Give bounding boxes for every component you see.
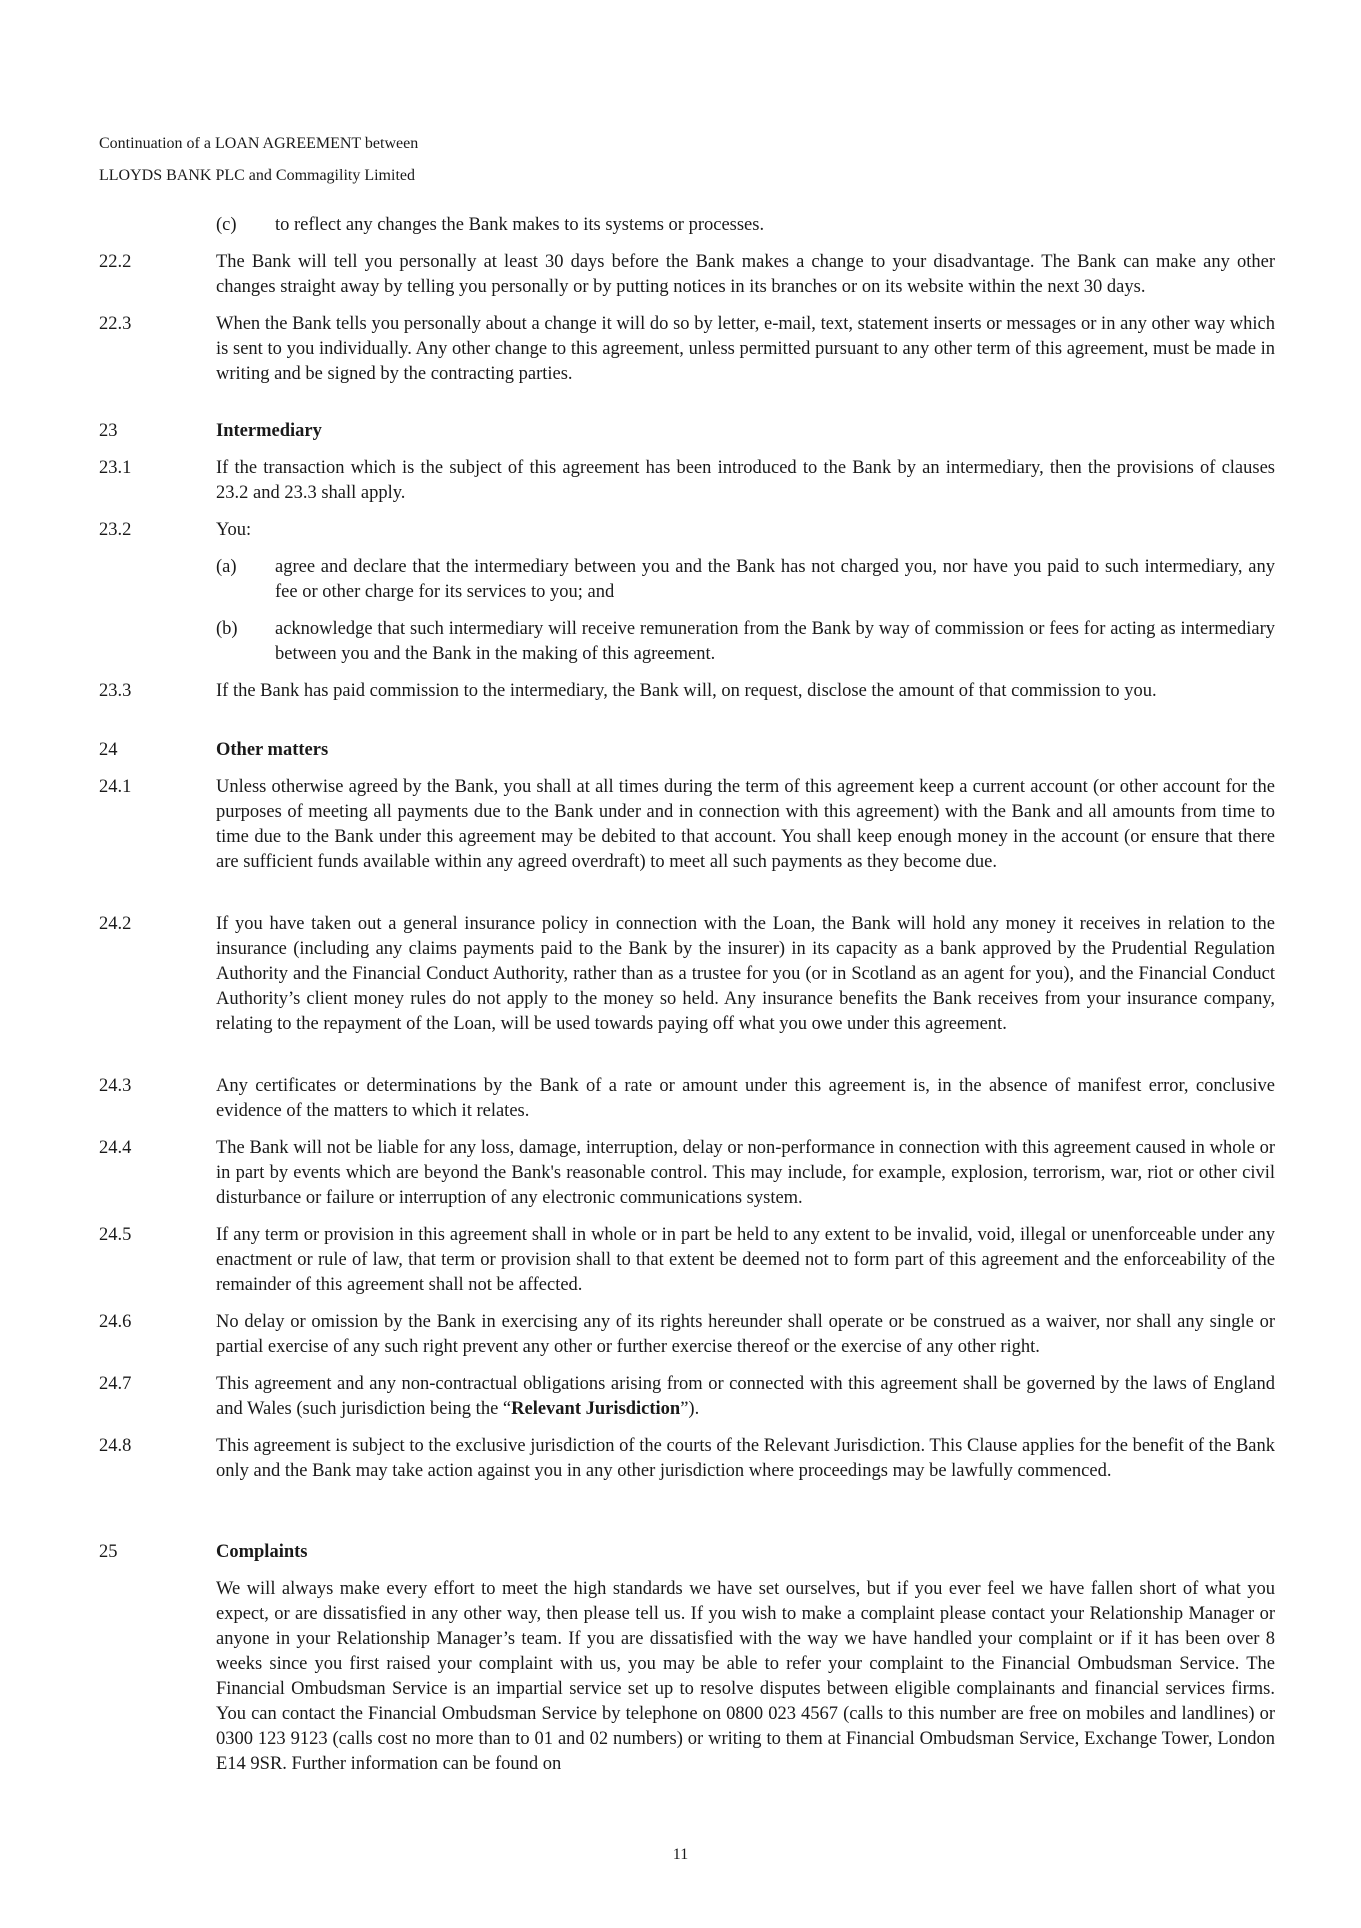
clause-number: 24.1: [99, 777, 132, 797]
section-title: Complaints: [216, 1542, 308, 1562]
sub-label: (c): [216, 215, 237, 235]
page-number: 11: [672, 1846, 689, 1863]
clause-number: 23.3: [99, 681, 132, 701]
clause-text: The Bank will tell you personally at least 30 days before the Bank makes a change to your disadvantage. The Bank can make any other changes straight away by telling you personally or by putting notices in its branches or on its website within the next 30 days.: [216, 252, 1275, 297]
clause-number: 24.3: [99, 1076, 132, 1096]
clause-text: We will always make every effort to meet the high standards we have set ourselves, but if you ever feel we have fallen short of what you expect, or are dissatisfied in any other way, then please tell us. If you wish to make a complaint please contact your Relationship Manager or anyone in your Relationship Manager’s team. If you are dissatisfied with the way we have handled your complaint or if it has been over 8 weeks since you first raised your complaint with us, you may be able to refer your complaint to the Financial Ombudsman Service. The Financial Ombudsman Service is an impartial service set up to resolve disputes between eligible complainants and financial services firms. You can contact the Financial Ombudsman Service by telephone on 0800 023 4567 (calls to this number are free on mobiles and landlines) or 0300 123 9123 (calls cost no more than to 01 and 02 numbers) or writing to them at Financial Ombudsman Service, Exchange Tower, London E14 9SR. Further information can be found on: [216, 1579, 1275, 1774]
clause-number: 24.6: [99, 1312, 132, 1332]
clause-text-part-2: ”).: [680, 1399, 700, 1419]
sub-label: (b): [216, 619, 238, 639]
clause-number: 24.2: [99, 914, 132, 934]
clause-text: You:: [216, 520, 252, 540]
section-title: Intermediary: [216, 421, 322, 441]
clause-text: If any term or provision in this agreement shall in whole or in part be held to any extent to be invalid, void, illegal or unenforceable under any enactment or rule of law, that term or provision shall to that extent be deemed not to form part of this agreement and the enforceability of the remainder of this agreement shall not be affected.: [216, 1225, 1275, 1295]
clause-text: to reflect any changes the Bank makes to its systems or processes.: [275, 215, 765, 235]
clause-number: 23.1: [99, 458, 132, 478]
clause-text: If the Bank has paid commission to the intermediary, the Bank will, on request, disclose the amount of that commission to you.: [216, 681, 1157, 701]
clause-text: If the transaction which is the subject of this agreement has been introduced to the Bank by an intermediary, then the provisions of clauses 23.2 and 23.3 shall apply.: [216, 458, 1275, 503]
clause-text: [216, 1372, 1275, 1422]
defined-term: Relevant Jurisdiction: [511, 1399, 681, 1419]
clause-text-part-1: This agreement and any non-contractual obligations arising from or connected with this agreement shall be governed by the laws of England and Wales (such jurisdiction being the “: [216, 1374, 1275, 1419]
clause-text: This agreement is subject to the exclusive jurisdiction of the courts of the Relevant Jurisdiction. This Clause applies for the benefit of the Bank only and the Bank may take action against you in any other jurisdiction where proceedings may be lawfully commenced.: [216, 1436, 1275, 1481]
clause-text: acknowledge that such intermediary will receive remuneration from the Bank by way of commission or fees for acting as intermediary between you and the Bank in the making of this agreement.: [275, 619, 1275, 664]
section-title: Other matters: [216, 740, 329, 760]
clause-number: 24.5: [99, 1225, 132, 1245]
clause-number: 24.7: [99, 1374, 132, 1394]
header-line-1: Continuation of a LOAN AGREEMENT between: [99, 135, 419, 152]
section-number: 25: [99, 1542, 118, 1562]
header-line-2: LLOYDS BANK PLC and Commagility Limited: [99, 167, 415, 184]
clause-number: 22.3: [99, 314, 132, 334]
clause-text: The Bank will not be liable for any loss, damage, interruption, delay or non-performance in connection with this agreement caused in whole or in part by events which are beyond the Bank's reasonable control. This may include, for example, explosion, terrorism, war, riot or other civil disturbance or failure or interruption of any electronic communications system.: [216, 1138, 1275, 1208]
section-number: 23: [99, 421, 118, 441]
clause-text: agree and declare that the intermediary between you and the Bank has not charged you, nor have you paid to such intermediary, any fee or other charge for its services to you; and: [275, 557, 1275, 602]
clause-number: 23.2: [99, 520, 132, 540]
clause-number: 24.4: [99, 1138, 132, 1158]
clause-number: 22.2: [99, 252, 132, 272]
clause-text: Unless otherwise agreed by the Bank, you shall at all times during the term of this agreement keep a current account (or other account for the purposes of meeting all payments due to the Bank under and in connection with this agreement) with the Bank and all amounts from time to time due to the Bank under this agreement may be debited to that account. You shall keep enough money in the account (or ensure that there are sufficient funds available within any agreed overdraft) to meet all such payments as they become due.: [216, 777, 1275, 872]
clause-number: 24.8: [99, 1436, 132, 1456]
section-number: 24: [99, 740, 118, 760]
clause-text: If you have taken out a general insurance policy in connection with the Loan, the Bank will hold any money it receives in relation to the insurance (including any claims payments paid to the Bank by the insurer) in its capacity as a bank approved by the Prudential Regulation Authority and the Financial Conduct Authority, rather than as a trustee for you (or in Scotland as an agent for you), and the Financial Conduct Authority’s client money rules do not apply to the money so held. Any insurance benefits the Bank receives from your insurance company, relating to the repayment of the Loan, will be used towards paying off what you owe under this agreement.: [216, 914, 1275, 1034]
clause-text: No delay or omission by the Bank in exercising any of its rights hereunder shall operate or be construed as a waiver, nor shall any single or partial exercise of any such right prevent any other or further exercise thereof or the exercise of any other right.: [216, 1312, 1275, 1357]
clause-text: Any certificates or determinations by the Bank of a rate or amount under this agreement is, in the absence of manifest error, conclusive evidence of the matters to which it relates.: [216, 1076, 1275, 1121]
sub-label: (a): [216, 557, 237, 577]
clause-text: When the Bank tells you personally about a change it will do so by letter, e-mail, text, statement inserts or messages or in any other way which is sent to you individually. Any other change to this agreement, unless permitted pursuant to any other term of this agreement, must be made in writing and be signed by the contracting parties.: [216, 314, 1275, 384]
